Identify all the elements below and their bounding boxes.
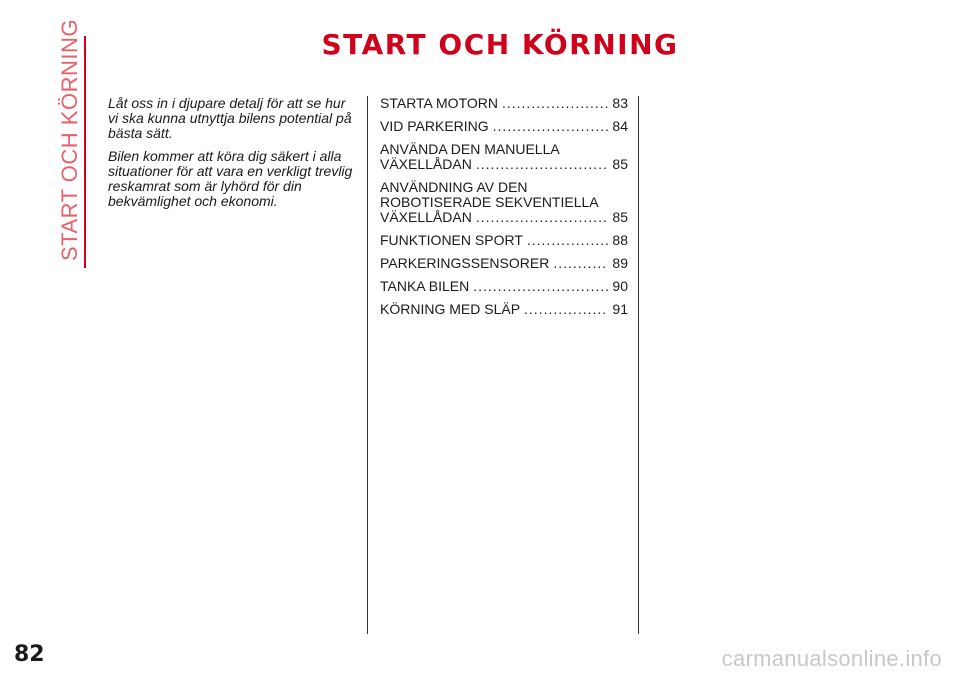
toc-entry-manuella-vaxelladan[interactable]	[380, 142, 628, 172]
toc-entry-tanka-bilen[interactable]	[380, 279, 628, 294]
toc-leader-dots	[527, 233, 609, 248]
toc-entry-title: TANKA BILEN	[380, 278, 470, 294]
toc-entry-page: 88	[612, 232, 628, 248]
toc-leader-dots	[476, 210, 609, 225]
intro-text	[108, 96, 358, 217]
toc-entry-robotiserade-vaxelladan[interactable]	[380, 180, 628, 225]
toc-entry-title: PARKERINGSSENSORER	[380, 255, 550, 271]
toc-leader-dots	[553, 256, 608, 271]
column-divider-left	[367, 96, 368, 634]
toc-entry-title: VID PARKERING	[380, 118, 489, 134]
side-chapter-tab	[57, 19, 86, 264]
side-chapter-label: START OCH KÖRNING	[57, 19, 82, 261]
toc-entry-starta-motorn[interactable]	[380, 96, 628, 111]
toc-leader-dots	[473, 279, 608, 294]
intro-paragraph: Låt oss in i djupare detalj för att se hur vi ska kunna utnyttja bilens potential på bästa sätt.	[108, 95, 352, 141]
column-divider-right	[638, 96, 639, 634]
side-chapter-rule	[84, 36, 86, 268]
toc-entry-page: 91	[612, 301, 628, 317]
toc-leader-dots	[524, 302, 608, 317]
toc-entry-title: VÄXELLÅDAN	[380, 156, 472, 172]
toc-entry-page: 85	[612, 156, 628, 172]
table-of-contents	[380, 96, 628, 325]
toc-entry-vid-parkering[interactable]	[380, 119, 628, 134]
toc-leader-dots	[502, 96, 608, 111]
toc-entry-title: KÖRNING MED SLÄP	[380, 301, 521, 317]
toc-leader-dots	[476, 157, 609, 172]
toc-entry-title: STARTA MOTORN	[380, 95, 498, 111]
page-number: 82	[14, 642, 45, 667]
toc-entry-title-line: ANVÄNDA DEN MANUELLA	[380, 141, 560, 157]
toc-entry-parkeringssensorer[interactable]	[380, 256, 628, 271]
watermark: carmanualsonline.info	[721, 646, 942, 671]
toc-entry-title-line: ANVÄNDNING AV DEN ROBOTISERADE SEKVENTIELLA	[380, 179, 599, 210]
toc-entry-funktionen-sport[interactable]	[380, 233, 628, 248]
toc-entry-page: 89	[612, 255, 628, 271]
toc-entry-page: 83	[612, 95, 628, 111]
toc-entry-title: FUNKTIONEN SPORT	[380, 232, 523, 248]
toc-entry-korning-med-slap[interactable]	[380, 302, 628, 317]
toc-entry-page: 90	[612, 278, 628, 294]
toc-entry-title: VÄXELLÅDAN	[380, 209, 472, 225]
toc-leader-dots	[493, 119, 609, 134]
intro-paragraph: Bilen kommer att köra dig säkert i alla situationer för att vara en verkligt trevlig reskamrat som är lyhörd för din bekvämlighet och ekonomi.	[108, 148, 353, 209]
page-title: START OCH KÖRNING	[321, 28, 679, 61]
toc-entry-page: 85	[612, 209, 628, 225]
toc-entry-page: 84	[612, 118, 628, 134]
